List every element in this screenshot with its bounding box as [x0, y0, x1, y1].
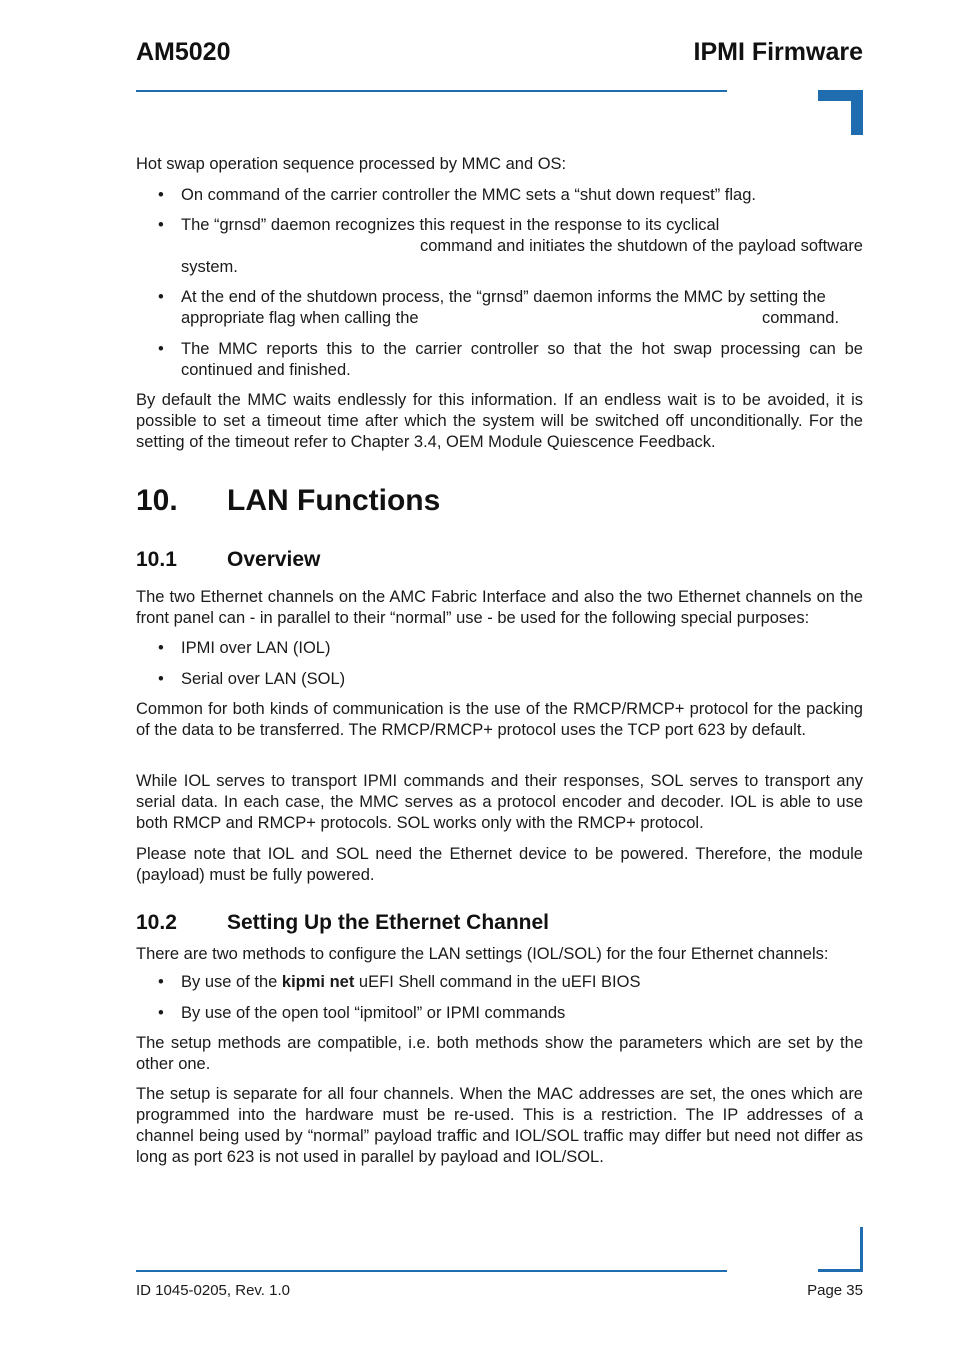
methods-bullet-1-post: uEFI Shell command in the uEFI BIOS [354, 973, 641, 991]
common-paragraph: Common for both kinds of communication is the use of the RMCP/RMCP+ protocol for the packing of the data to be transferred. The RMCP/RMCP+ protocol uses the TCP port 623 by default. [136, 700, 863, 739]
bullet-marker: • [158, 973, 164, 991]
section-10-2-title: Setting Up the Ethernet Channel [227, 911, 550, 934]
section-10-number: 10. [136, 484, 178, 517]
iol-sol-paragraph: While IOL serves to transport IPMI commands and their responses, SOL serves to transport any serial data. In each case, the MMC serves as a protocol encoder and decoder. IOL is able to use both RMCP and RMCP+ protocols. SOL works only with the RMCP+ protocol. [136, 772, 863, 832]
document-title: AM5020 [136, 38, 231, 66]
hotswap-bullet-2-line-1: The “grnsd” daemon recognizes this request in the response to its cyclical [181, 216, 720, 234]
hotswap-bullet-2-line-2: command and initiates the shutdown of the payload software [419, 237, 863, 255]
bullet-marker: • [158, 1004, 164, 1022]
hotswap-bullet-2-line-3: system. [181, 258, 238, 276]
power-note-paragraph: Please note that IOL and SOL need the Ethernet device to be powered. Therefore, the module (payload) must be fully powered. [136, 845, 863, 884]
hotswap-bullet-3-line-1: At the end of the shutdown process, the “grnsd” daemon informs the MMC by setting the [181, 288, 826, 306]
methods-paragraph: There are two methods to configure the LAN settings (IOL/SOL) for the four Ethernet channels: [136, 945, 829, 963]
section-10-title: LAN Functions [227, 484, 441, 517]
overview-bullet-sol: Serial over LAN (SOL) [181, 670, 346, 688]
document-id: ID 1045-0205, Rev. 1.0 [136, 1282, 290, 1299]
bullet-marker: • [158, 639, 164, 657]
bullet-marker: • [158, 186, 164, 204]
bullet-marker: • [158, 216, 164, 234]
kipmi-net-command: kipmi net [281, 973, 355, 991]
header-rule [136, 90, 727, 92]
intro-text: Hot swap operation sequence processed by MMC and OS: [136, 155, 567, 173]
footer-corner-mark-bottom [818, 1269, 863, 1272]
overview-paragraph: The two Ethernet channels on the AMC Fabric Interface and also the two Ethernet channels on the front panel can - in parallel to their “normal” use - be used for the following special purposes: [136, 588, 863, 627]
hotswap-bullet-4: The MMC reports this to the carrier controller so that the hot swap processing can be continued and finished. [181, 340, 863, 379]
timeout-paragraph: By default the MMC waits endlessly for this information. If an endless wait is to be avoided, it is possible to set a timeout time after which the system will be switched off unconditionally. For the setting of the timeout refer to Chapter 3.4, OEM Module Quiescence Feedback. [136, 391, 863, 451]
header-corner-mark-side [851, 90, 863, 135]
bullet-marker: • [158, 288, 164, 306]
bullet-marker: • [158, 340, 164, 358]
footer-corner-mark-side [860, 1227, 863, 1272]
page-number: Page 35 [807, 1282, 863, 1299]
chapter-title: IPMI Firmware [693, 38, 863, 66]
footer-rule [136, 1270, 727, 1272]
bullet-marker: • [158, 670, 164, 688]
section-10-1-number: 10.1 [136, 548, 177, 571]
methods-bullet-1 [181, 972, 863, 993]
overview-bullet-iol: IPMI over LAN (IOL) [181, 639, 331, 657]
section-10-1-title: Overview [227, 548, 321, 571]
hotswap-bullet-3-line-2a: appropriate flag when calling the [181, 309, 419, 327]
section-10-2-number: 10.2 [136, 911, 177, 934]
methods-bullet-1-pre: By use of the [181, 973, 282, 991]
compatibility-paragraph: The setup methods are compatible, i.e. both methods show the parameters which are set by the other one. [136, 1034, 863, 1073]
methods-bullet-2: By use of the open tool “ipmitool” or IPMI commands [181, 1004, 566, 1022]
hotswap-bullet-3-line-2b: command. [762, 309, 840, 327]
separate-setup-paragraph: The setup is separate for all four channels. When the MAC addresses are set, the ones which are programmed into the hardware must be re-used. This is a restriction. The IP addresses of a channel being used by “normal” payload traffic and IOL/SOL traffic may differ but need not differ as long as port 623 is not used in parallel by payload and IOL/SOL. [136, 1085, 863, 1166]
hotswap-bullet-1: On command of the carrier controller the MMC sets a “shut down request” flag. [181, 186, 756, 204]
